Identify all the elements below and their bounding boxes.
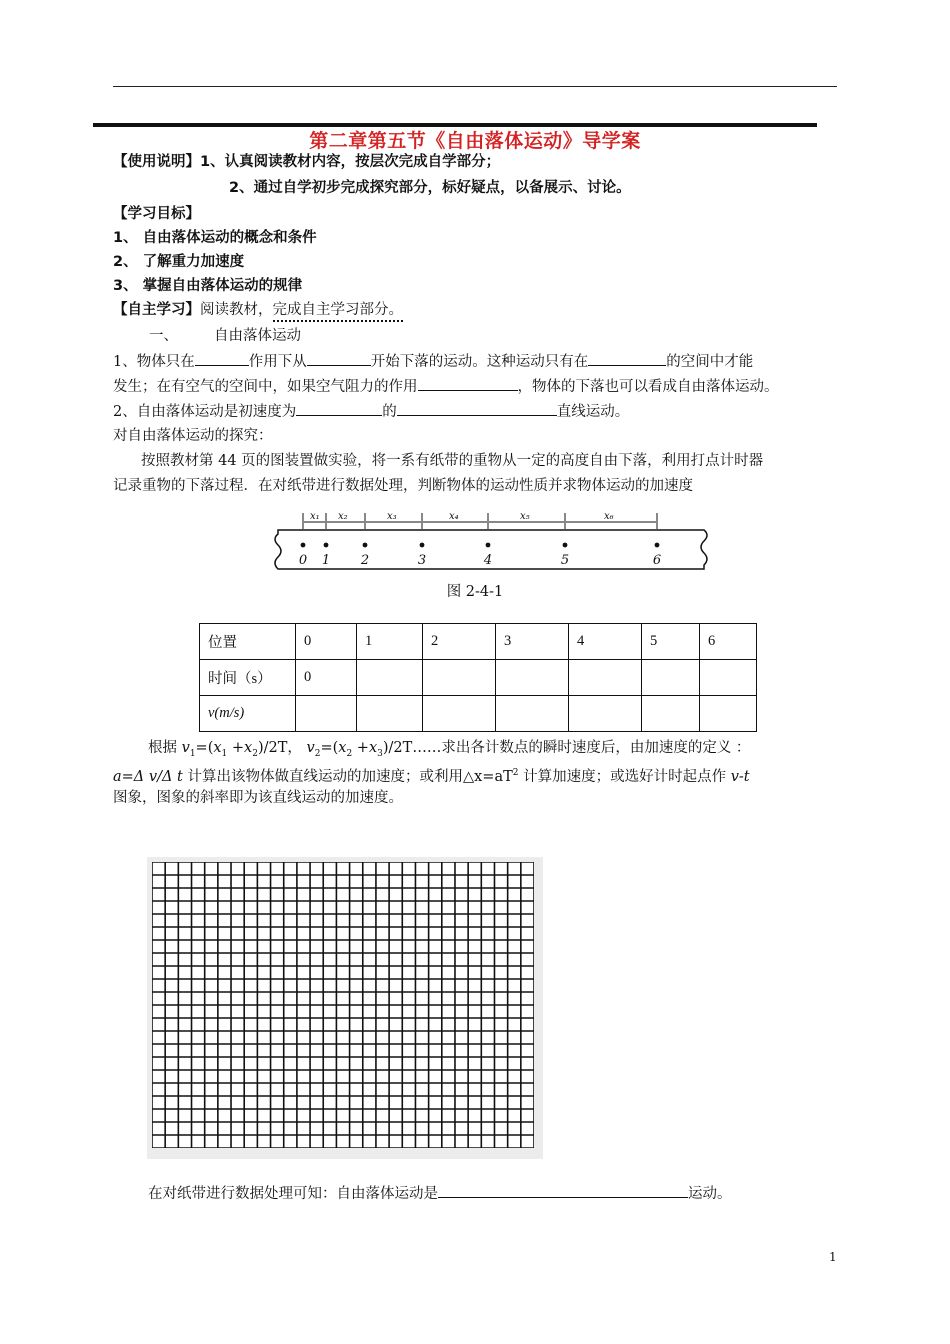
table-cell: 5 [642,624,700,660]
table-cell[interactable] [496,696,569,732]
blank[interactable] [307,351,371,366]
formula-text: 根据 [148,740,182,756]
question-2 [113,401,629,422]
formula-text: 计算加速度；或选好计时起点作 [518,768,731,785]
q1-text: ，物体的下落也可以看成自由落体运动。 [517,379,779,395]
blank[interactable] [296,401,382,416]
self-study-text: 阅读教材， [200,302,273,318]
goal-item: 2、 了解重力加速度 [113,254,245,270]
table-cell: 4 [569,624,642,660]
table-cell[interactable] [357,660,423,696]
self-study-label: 【自主学习】 [113,302,200,318]
blank[interactable] [588,351,666,366]
formula-sup: 2 [512,768,519,778]
page-title: 第二章第五节《自由落体运动》导学案 [309,130,641,152]
self-study-line [113,300,403,320]
q1-text: 发生；在有空气的空间中，如果空气阻力的作用 [113,379,418,395]
table-row [200,696,757,732]
table-cell: 3 [496,624,569,660]
blank[interactable] [397,401,557,416]
table-cell[interactable] [642,660,700,696]
segment-label-x1: x₁ [310,511,320,522]
explore-paragraph-2: 记录重物的下落过程．在对纸带进行数据处理，判断物体的运动性质并求物体运动的加速度 [113,478,693,494]
blank[interactable] [438,1183,688,1198]
table-cell: 0 [296,624,357,660]
blank[interactable] [195,351,249,366]
header-rule [113,86,837,87]
formula-text: 计算出该物体做直线运动的加速度；或利用△x=aT [182,768,513,785]
formula-sub: 1 [221,748,228,759]
usage-line-1 [113,152,500,172]
segment-label-x6: x₆ [604,511,614,522]
formula-var: x [338,740,347,756]
point-label-4: 4 [483,553,493,568]
page-number: 1 [829,1250,837,1264]
graph-paper-frame [147,857,543,1159]
table-cell[interactable] [700,696,757,732]
point-label-0: 0 [298,553,308,568]
formula-var: v [306,740,315,756]
conclusion-text: 在对纸带进行数据处理可知：自由落体运动是 [148,1186,438,1202]
segment-label-x2: x₂ [338,511,348,522]
table-cell[interactable] [569,660,642,696]
q2-text: 的 [382,404,397,420]
table-cell[interactable] [642,696,700,732]
point-label-6: 6 [652,553,662,568]
point-label-1: 1 [321,553,331,568]
explore-paragraph-1: 按照教材第 44 页的图装置做实验，将一系有纸带的重物从一定的高度自由下落，利用打点计时器 [141,453,764,469]
segment-label-x4: x₄ [449,511,459,522]
formula-var: x [368,740,378,756]
table-cell: 1 [357,624,423,660]
formula-text: + [352,740,369,756]
section-title: 自由落体运动 [214,328,301,344]
formula-text: =( [320,740,339,756]
goal-item: 1、 自由落体运动的概念和条件 [113,230,317,246]
table-row [200,624,757,660]
data-table [199,623,757,732]
table-cell: 位置 [200,624,296,660]
usage-item-2: 2、通过自学初步完成探究部分，标好疑点，以备展示、讨论。 [229,180,631,196]
q2-text: 直线运动。 [556,404,630,420]
table-cell[interactable] [569,696,642,732]
q1-text: 的空间中才能 [666,354,754,370]
formula-line-3: 图象，图象的斜率即为该直线运动的加速度。 [113,790,403,806]
point-label-2: 2 [360,553,370,568]
table-cell[interactable] [423,660,496,696]
graph-grid [152,862,534,1148]
formula-sub: 2 [252,748,258,759]
table-cell[interactable] [296,696,357,732]
formula-line-1 [148,738,750,764]
formula-var: v [181,740,190,756]
self-study-dotted: 完成自主学习部分。 [273,302,404,322]
formula-sub: 3 [377,748,383,759]
table-row [200,660,757,696]
segment-label-x3: x₃ [387,511,397,522]
formula-var: x [244,740,253,756]
section-heading [149,326,301,346]
q1-text: 1、物体只在 [113,354,195,370]
formula-sub: 2 [314,748,321,759]
goals-label: 【学习目标】 [113,206,200,222]
formula-sub: 2 [346,748,353,759]
table-cell: 时间（s） [200,660,296,696]
section-number: 一、 [149,328,178,344]
explore-heading: 对自由落体运动的探究： [113,428,273,444]
formula-text: =( [195,740,214,756]
formula-line-2 [113,763,750,787]
formula-text: )/2T……求出各计数点的瞬时速度后，由加速度的定义 ： [382,740,751,756]
usage-label: 【使用说明】 [113,154,200,170]
table-cell: 2 [423,624,496,660]
formula-text: )/2T， [257,740,307,756]
goal-item: 3、 掌握自由落体运动的规律 [113,278,303,294]
question-1-line-2 [113,376,779,397]
point-label-3: 3 [417,553,427,568]
conclusion-line [148,1183,732,1204]
point-label-5: 5 [560,553,570,568]
formula-sub: 1 [189,748,196,759]
question-1-line-1 [113,351,753,372]
formula-var: x [213,740,222,756]
table-cell[interactable] [496,660,569,696]
table-cell: 0 [296,660,357,696]
q1-text: 作用下从 [248,354,307,370]
table-cell[interactable] [357,696,423,732]
figure-caption: 图 2-4-1 [446,584,504,600]
q1-text: 开始下落的运动。这种运动只有在 [370,354,589,370]
usage-item-1: 1、认真阅读教材内容，按层次完成自学部分； [200,154,501,170]
table-cell: v(m/s) [200,696,296,732]
q2-text: 2、自由落体运动是初速度为 [113,404,297,420]
segment-label-x5: x₅ [520,511,530,522]
formula-text: + [227,740,245,756]
paper-tape-figure [268,507,712,575]
formula-var: v-t [730,768,750,785]
blank[interactable] [418,376,518,391]
table-cell: 6 [700,624,757,660]
conclusion-text: 运动。 [688,1186,732,1202]
table-cell[interactable] [700,660,757,696]
table-cell[interactable] [423,696,496,732]
formula-var: a=Δ v/Δ t [113,768,183,785]
